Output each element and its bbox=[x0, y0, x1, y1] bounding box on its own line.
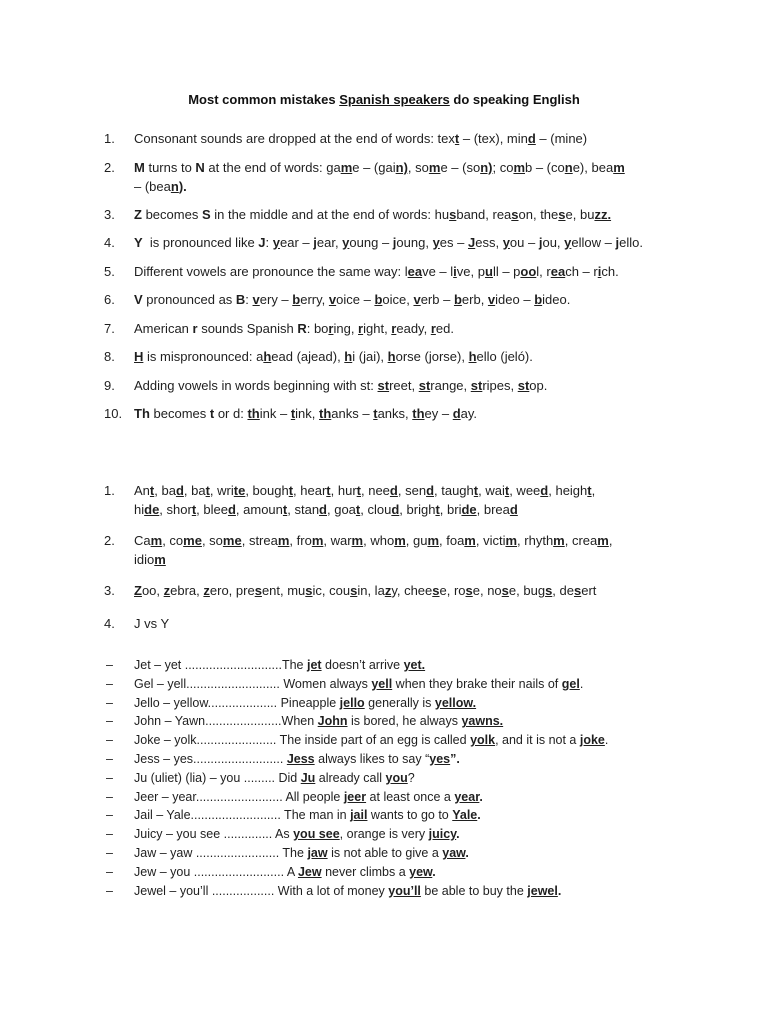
dash-bullet: – bbox=[106, 770, 113, 785]
example-text: Ant, bad, bat, write, bought, heart, hurt, need, send, taught, wait, weed, height, hide, short, bleed, amount, stand, goat, cloud, bright, bride, bread bbox=[134, 483, 596, 517]
pair-text: Gel – yell........................... Women always yell when they brake their nails of gel. bbox=[134, 676, 584, 691]
example-item bbox=[104, 481, 664, 519]
rule-text: Consonant sounds are dropped at the end of words: text – (tex), mind – (mine) bbox=[134, 131, 588, 146]
pair-item bbox=[104, 675, 664, 694]
rule-number: 2. bbox=[104, 159, 115, 175]
rule-number: 4. bbox=[104, 235, 115, 250]
example-number: 3. bbox=[104, 583, 115, 598]
title-underlined: Spanish speakers bbox=[339, 92, 450, 107]
pair-text: Jess – yes.......................... Jess always likes to say “yes”. bbox=[134, 751, 460, 766]
rule-number: 8. bbox=[104, 349, 115, 364]
rule-text: H is mispronounced: ahead (ajead), hi (jai), horse (jorse), hello (jeló). bbox=[134, 349, 533, 364]
rule-number: 7. bbox=[104, 320, 115, 336]
rule-item bbox=[104, 205, 664, 224]
dash-bullet: – bbox=[106, 658, 113, 672]
dash-bullet: – bbox=[106, 733, 113, 748]
pair-text: Jaw – yaw ........................ The jaw is not able to give a yaw. bbox=[134, 845, 469, 860]
dash-bullet: – bbox=[106, 845, 113, 860]
pair-text: Joke – yolk....................... The inside part of an egg is called yolk, and it is not a joke. bbox=[134, 733, 609, 748]
title-text-start: Most common mistakes bbox=[188, 92, 340, 107]
rule-text: Adding vowels in words beginning with st: street, strange, stripes, stop. bbox=[134, 377, 548, 393]
dash-bullet: – bbox=[106, 695, 113, 710]
dash-bullet: – bbox=[106, 827, 113, 842]
rule-item bbox=[104, 129, 664, 148]
pair-item bbox=[104, 712, 664, 731]
pair-text: Jewel – you’ll .................. With a lot of money you’ll be able to buy the jewel. bbox=[134, 883, 562, 898]
example-item bbox=[104, 531, 664, 569]
example-number: 1. bbox=[104, 483, 115, 498]
pair-item bbox=[104, 769, 664, 788]
pair-text: Jet – yet ............................The jet doesn’t arrive yet. bbox=[134, 658, 426, 672]
rule-text: V pronounced as B: very – berry, voice – boice, verb – berb, video – bideo. bbox=[134, 292, 571, 307]
pair-item bbox=[104, 656, 664, 675]
rule-text: Th becomes t or d: think – tink, thanks – tanks, they – day. bbox=[134, 406, 478, 421]
pair-item bbox=[104, 694, 664, 713]
dash-bullet: – bbox=[106, 883, 113, 898]
pair-item bbox=[104, 788, 664, 807]
pair-text: Jew – you .......................... A Jew never climbs a yew. bbox=[134, 864, 436, 879]
pair-text: John – Yawn......................When John is bored, he always yawns. bbox=[134, 714, 504, 729]
rule-item bbox=[104, 347, 664, 366]
pair-text: Juicy – you see .............. As you see, orange is very juicy. bbox=[134, 827, 460, 842]
rule-item bbox=[104, 158, 664, 196]
pair-text: Jello – yellow.................... Pineapple jello generally is yellow. bbox=[134, 695, 477, 710]
rule-number: 1. bbox=[104, 131, 115, 146]
dash-bullet: – bbox=[106, 751, 113, 766]
rule-item bbox=[104, 319, 664, 338]
pair-item bbox=[104, 806, 664, 825]
rule-text: Different vowels are pronounce the same way: leave – live, pull – pool, reach – rich. bbox=[134, 263, 619, 279]
example-text: Cam, come, some, stream, from, warm, whom, gum, foam, victim, rhythm, cream, idiom bbox=[134, 533, 613, 567]
page-title bbox=[0, 92, 768, 107]
pair-text: Jail – Yale.......................... The man in jail wants to go to Yale. bbox=[134, 808, 481, 823]
dash-bullet: – bbox=[106, 864, 113, 879]
pair-text: Jeer – year......................... All people jeer at least once a year. bbox=[134, 789, 483, 804]
rule-number: 10. bbox=[104, 406, 123, 421]
dash-bullet: – bbox=[106, 676, 113, 691]
pair-item bbox=[104, 882, 664, 901]
rule-number: 6. bbox=[104, 292, 115, 307]
example-item bbox=[104, 581, 664, 600]
rule-item bbox=[104, 233, 664, 252]
example-text: Zoo, zebra, zero, present, music, cousin, lazy, cheese, rose, nose, bugs, desert bbox=[134, 583, 597, 598]
rule-item bbox=[104, 376, 664, 395]
rule-number: 3. bbox=[104, 206, 115, 222]
rule-number: 9. bbox=[104, 377, 115, 393]
dash-bullet: – bbox=[106, 789, 113, 804]
pair-text: Ju (uliet) (lia) – you ......... Did Ju already call you? bbox=[134, 770, 415, 785]
example-text: J vs Y bbox=[134, 616, 170, 631]
rules-list bbox=[104, 129, 664, 423]
title-text-end: do speaking English bbox=[449, 92, 580, 107]
example-number: 2. bbox=[104, 533, 115, 548]
rule-text: Y is pronounced like J: year – jear, young – joung, yes – Jess, you – jou, yellow – jello. bbox=[134, 235, 643, 250]
pair-item bbox=[104, 863, 664, 882]
rule-text: American r sounds Spanish R: boring, right, ready, red. bbox=[134, 320, 454, 336]
examples-list bbox=[104, 481, 664, 633]
pair-item bbox=[104, 844, 664, 863]
dash-bullet: – bbox=[106, 808, 113, 823]
dash-bullet: – bbox=[106, 714, 113, 729]
rule-item bbox=[104, 262, 664, 281]
pair-item bbox=[104, 731, 664, 750]
example-number: 4. bbox=[104, 616, 115, 631]
rule-text: M turns to N at the end of words: game – (gain), some – (son); comb – (cone), beam – (bean). bbox=[134, 159, 625, 194]
rule-number: 5. bbox=[104, 263, 115, 279]
pairs-list bbox=[104, 656, 664, 900]
rule-text: Z becomes S in the middle and at the end of words: husband, reason, these, buzz. bbox=[134, 206, 612, 222]
rule-item bbox=[104, 404, 664, 423]
rule-item bbox=[104, 290, 664, 309]
example-item bbox=[104, 614, 664, 633]
pair-item bbox=[104, 825, 664, 844]
pair-item bbox=[104, 750, 664, 769]
